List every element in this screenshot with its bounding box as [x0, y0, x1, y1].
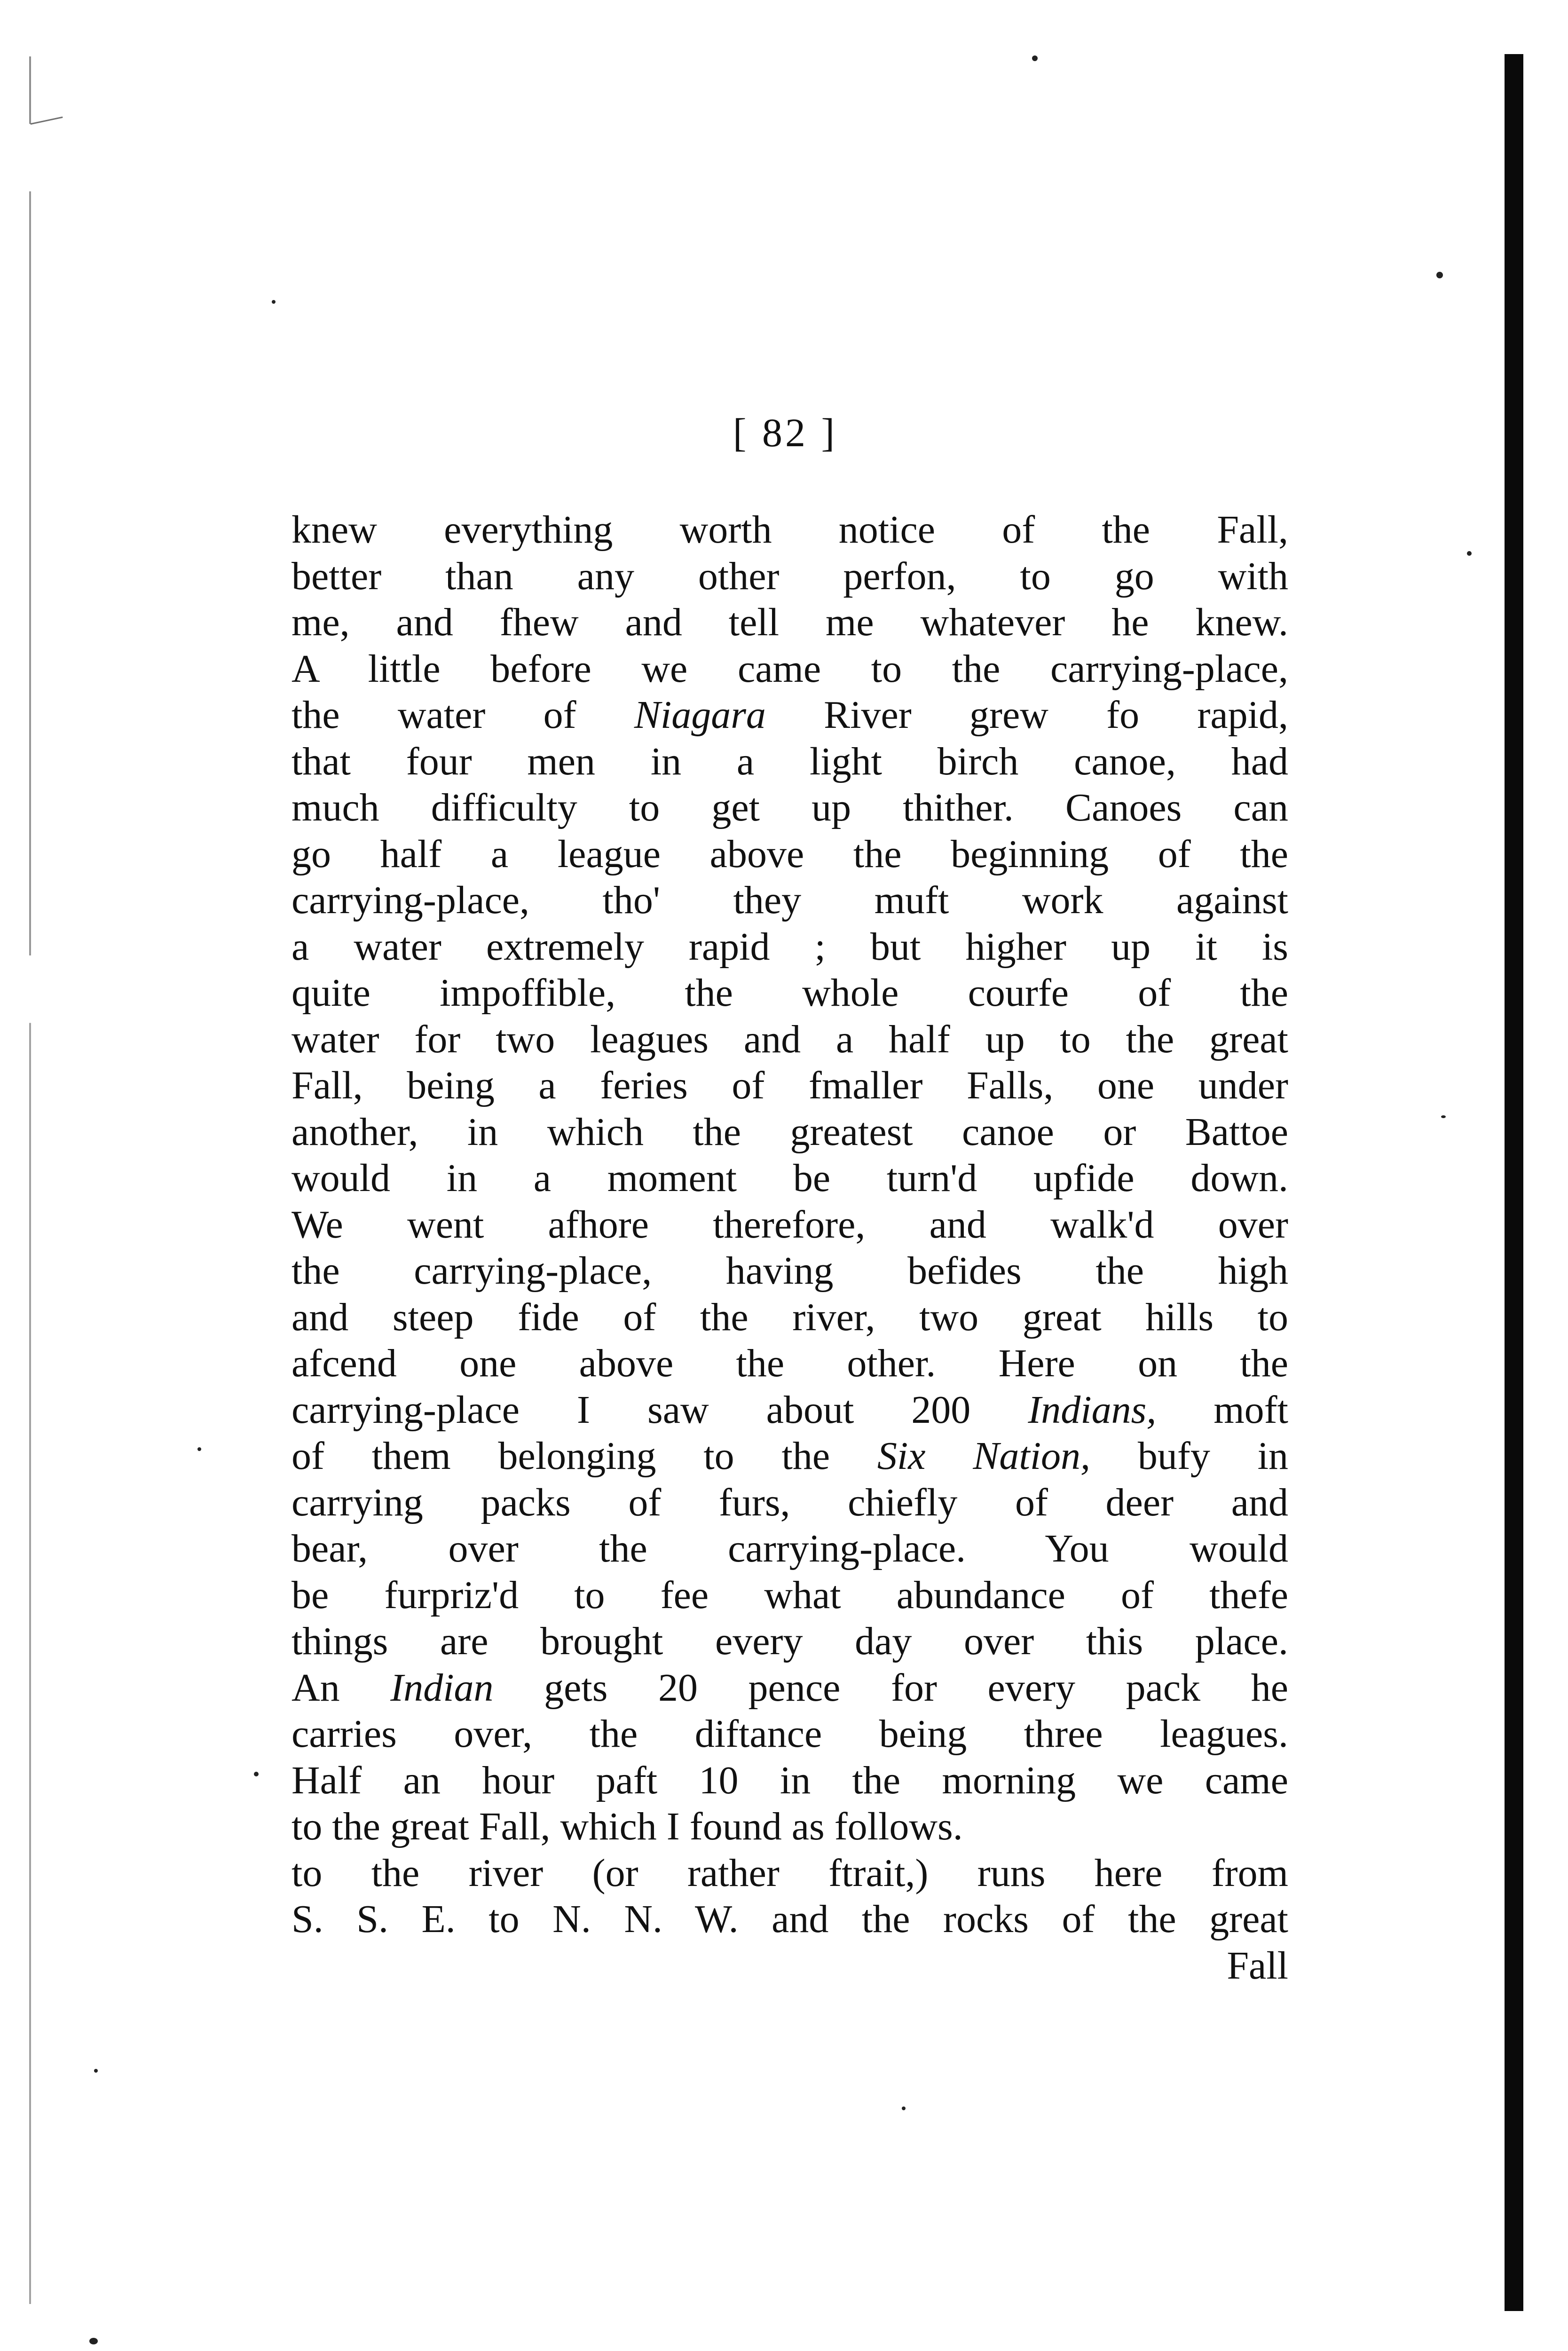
right-edge-rule — [1505, 54, 1523, 2311]
text-run: better than any other perfon, to go with — [292, 554, 1288, 598]
text-run: water for two leagues and a half up to the great — [292, 1017, 1288, 1061]
text-run: bear, over the carrying-place. You would — [292, 1527, 1288, 1570]
text-line — [292, 1896, 1288, 1943]
text-run: much difficulty to get up thither. Canoes can — [292, 786, 1288, 829]
italic-text: Indian — [390, 1665, 494, 1710]
text-line — [292, 1433, 1288, 1480]
text-line — [292, 1341, 1288, 1387]
text-run: me, and fhew and tell me whatever he knew. — [292, 600, 1288, 644]
text-line — [292, 1850, 1288, 1897]
text-line — [292, 1109, 1288, 1156]
text-run: afcend one above the other. Here on the — [292, 1341, 1288, 1385]
text-line — [292, 1387, 1288, 1434]
text-run: An — [292, 1665, 391, 1710]
left-margin-tick — [30, 117, 63, 125]
text-line — [292, 692, 1288, 739]
text-line — [292, 831, 1288, 878]
text-run: carrying-place, tho' they muft work against — [292, 878, 1288, 922]
italic-text: Niagara — [634, 693, 766, 737]
text-run: Half an hour paft 10 in the morning we came — [292, 1758, 1288, 1802]
text-line — [292, 1063, 1288, 1109]
scan-speck — [902, 2106, 906, 2110]
text-line — [292, 1202, 1288, 1248]
text-line — [292, 1665, 1288, 1712]
text-line — [292, 1248, 1288, 1294]
text-run: moft — [1156, 1388, 1288, 1432]
text-run: knew everything worth notice of the Fall, — [292, 508, 1288, 552]
text-run: would in a moment be turn'd upfide down. — [292, 1156, 1288, 1200]
scan-speck — [94, 2069, 98, 2073]
text-run: a water extremely rapid ; but higher up it is — [292, 924, 1288, 969]
italic-text: Indians, — [1028, 1388, 1157, 1432]
text-run: A little before we came to the carrying-place, — [292, 647, 1288, 691]
text-run: carrying-place I saw about 200 — [292, 1388, 1028, 1432]
text-run: bufy in — [1090, 1434, 1288, 1478]
text-run: S. S. E. to N. N. W. and the rocks of the great — [292, 1897, 1288, 1941]
text-run: to the great Fall, which I found as follows. — [292, 1805, 963, 1848]
text-run: Fall — [1227, 1943, 1288, 1988]
text-run: be furpriz'd to fee what abundance of thefe — [292, 1573, 1288, 1617]
text-line — [292, 739, 1288, 785]
scan-speck — [197, 1447, 201, 1451]
text-line — [292, 1711, 1288, 1758]
scan-speck — [1032, 55, 1038, 61]
text-line — [292, 1294, 1288, 1341]
text-line — [292, 646, 1288, 693]
text-run: to the river (or rather ftrait,) runs here from — [292, 1851, 1288, 1895]
text-line — [292, 877, 1288, 924]
text-run: carries over, the diftance being three leagues. — [292, 1712, 1288, 1756]
text-run: of them belonging to the — [292, 1434, 877, 1478]
text-run: We went afhore therefore, and walk'd over — [292, 1202, 1288, 1247]
page-number: [ 82 ] — [733, 410, 838, 455]
text-run: things are brought every day over this place. — [292, 1619, 1288, 1663]
text-line — [292, 553, 1288, 600]
scan-speck — [1441, 1115, 1446, 1118]
text-line — [292, 1804, 1288, 1850]
text-run: the water of — [292, 693, 634, 737]
text-line — [292, 1155, 1288, 1202]
text-run: gets 20 pence for every pack he — [493, 1665, 1288, 1710]
text-line — [292, 1618, 1288, 1665]
text-line — [292, 1017, 1288, 1063]
text-run: that four men in a light birch canoe, had — [292, 739, 1288, 783]
text-line — [292, 600, 1288, 646]
text-line — [292, 970, 1288, 1017]
text-run: another, in which the greatest canoe or Battoe — [292, 1110, 1288, 1154]
scan-speck — [89, 2338, 98, 2344]
text-run: and steep fide of the river, two great hills to — [292, 1295, 1288, 1339]
text-run: River grew fo rapid, — [765, 693, 1288, 737]
text-line — [292, 785, 1288, 831]
scan-speck — [272, 300, 276, 304]
text-run: Fall, being a feries of fmaller Falls, one under — [292, 1064, 1288, 1107]
text-line — [292, 1943, 1288, 1989]
italic-text: Six Nation, — [877, 1434, 1091, 1478]
body-text — [292, 507, 1288, 1989]
text-line — [292, 1572, 1288, 1619]
scan-speck — [1467, 551, 1472, 556]
text-line — [292, 924, 1288, 970]
text-line — [292, 1758, 1288, 1804]
text-run: quite impoffible, the whole courfe of the — [292, 971, 1288, 1015]
left-margin-line — [29, 56, 31, 2304]
text-line — [292, 507, 1288, 553]
scan-speck — [1436, 272, 1443, 278]
scan-speck — [254, 1772, 259, 1776]
text-run: the carrying-place, having befides the high — [292, 1249, 1288, 1293]
text-line — [292, 1526, 1288, 1572]
text-line — [292, 1480, 1288, 1526]
text-run: go half a league above the beginning of the — [292, 832, 1288, 876]
text-run: carrying packs of furs, chiefly of deer and — [292, 1480, 1288, 1524]
